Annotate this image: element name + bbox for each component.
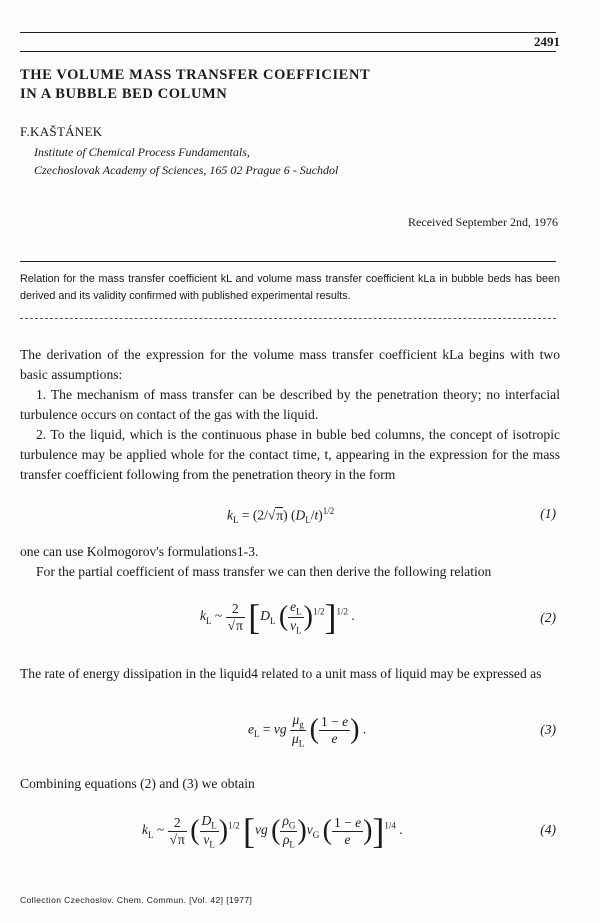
paragraph-assumption-2: 2. To the liquid, which is the continuous phase in buble bed columns, the concept of isotropic turbulence may be applied whole for the contact time, t, appearing in the expression for the mass transfer coefficient following from the penetration theory in the form (20, 427, 560, 482)
affiliation-line-2: Czechoslovak Academy of Sciences, 165 02 Prague 6 - Suchdol (34, 163, 339, 177)
paragraph-intro: The derivation of the expression for the volume mass transfer coefficient kLa begins with two basic assumptions: (20, 347, 560, 382)
equation-4: $k_L$ ~ $\frac{2}{√\pi}$ ( $\frac{D_L}{\nu_L}$ )$^{1/2}$ [vg ( $\frac{\rho_G}{\rho_L}$ )$\nu_G$ ( $\frac{1 - e}{e}$ )]$^{1/4}$ . (142, 811, 403, 851)
header-rule-bottom (20, 51, 556, 52)
journal-footer: Collection Czechoslov. Chem. Commun. [Vol. 42] [1977] (20, 895, 253, 905)
equation-2-number: (2) (540, 610, 556, 625)
equation-3-number: (3) (540, 722, 556, 737)
paragraph-energy-dissipation: The rate of energy dissipation in the liquid4 related to a unit mass of liquid may be expressed as (20, 666, 542, 681)
equation-2: $k_L$ ~ $\frac{2}{√\pi}$ [$D_L$ ( $\frac{e_L}{\nu_L}$ )$^{1/2}$]$^{1/2}$ . (200, 597, 355, 637)
equation-3: $e_L$ = vg $\frac{\mu_g}{\mu_L}$ ( $\frac{1 - e}{e}$ ) . (248, 712, 367, 749)
header-rule-top (20, 32, 556, 33)
affiliation-line-1: Institute of Chemical Process Fundamentals, (34, 145, 250, 159)
equation-1: $k_L = (2/√\pi)$ $(D_L/t)^{1/2}$ (227, 506, 335, 526)
paragraph-combining: Combining equations (2) and (3) we obtain (20, 776, 255, 791)
article-title-line-1: THE VOLUME MASS TRANSFER COEFFICIENT (20, 67, 371, 83)
article-title-line-2: IN A BUBBLE BED COLUMN (20, 86, 228, 102)
author-name: F.KAŠTÁNEK (20, 124, 103, 139)
received-date: Received September 2nd, 1976 (408, 215, 558, 229)
paragraph-assumption-1: 1. The mechanism of mass transfer can be described by the penetration theory; no interfacial turbulence occurs on contact of the gas with the liquid. (20, 387, 560, 422)
paragraph-kolmogorov: one can use Kolmogorov's formulations1-3. (20, 544, 259, 559)
abstract: Relation for the mass transfer coefficient kL and volume mass transfer coefficient kLa in bubble beds has been derived and its validity confirmed with published experimental results. (20, 273, 560, 302)
abstract-rule-top (20, 261, 556, 262)
abstract-rule-bottom (20, 318, 556, 319)
paragraph-partial-coefficient: For the partial coefficient of mass transfer we can then derive the following relation (36, 564, 492, 579)
page-number: 2491 (534, 34, 560, 49)
equation-1-number: (1) (540, 506, 556, 521)
equation-4-number: (4) (540, 822, 556, 837)
